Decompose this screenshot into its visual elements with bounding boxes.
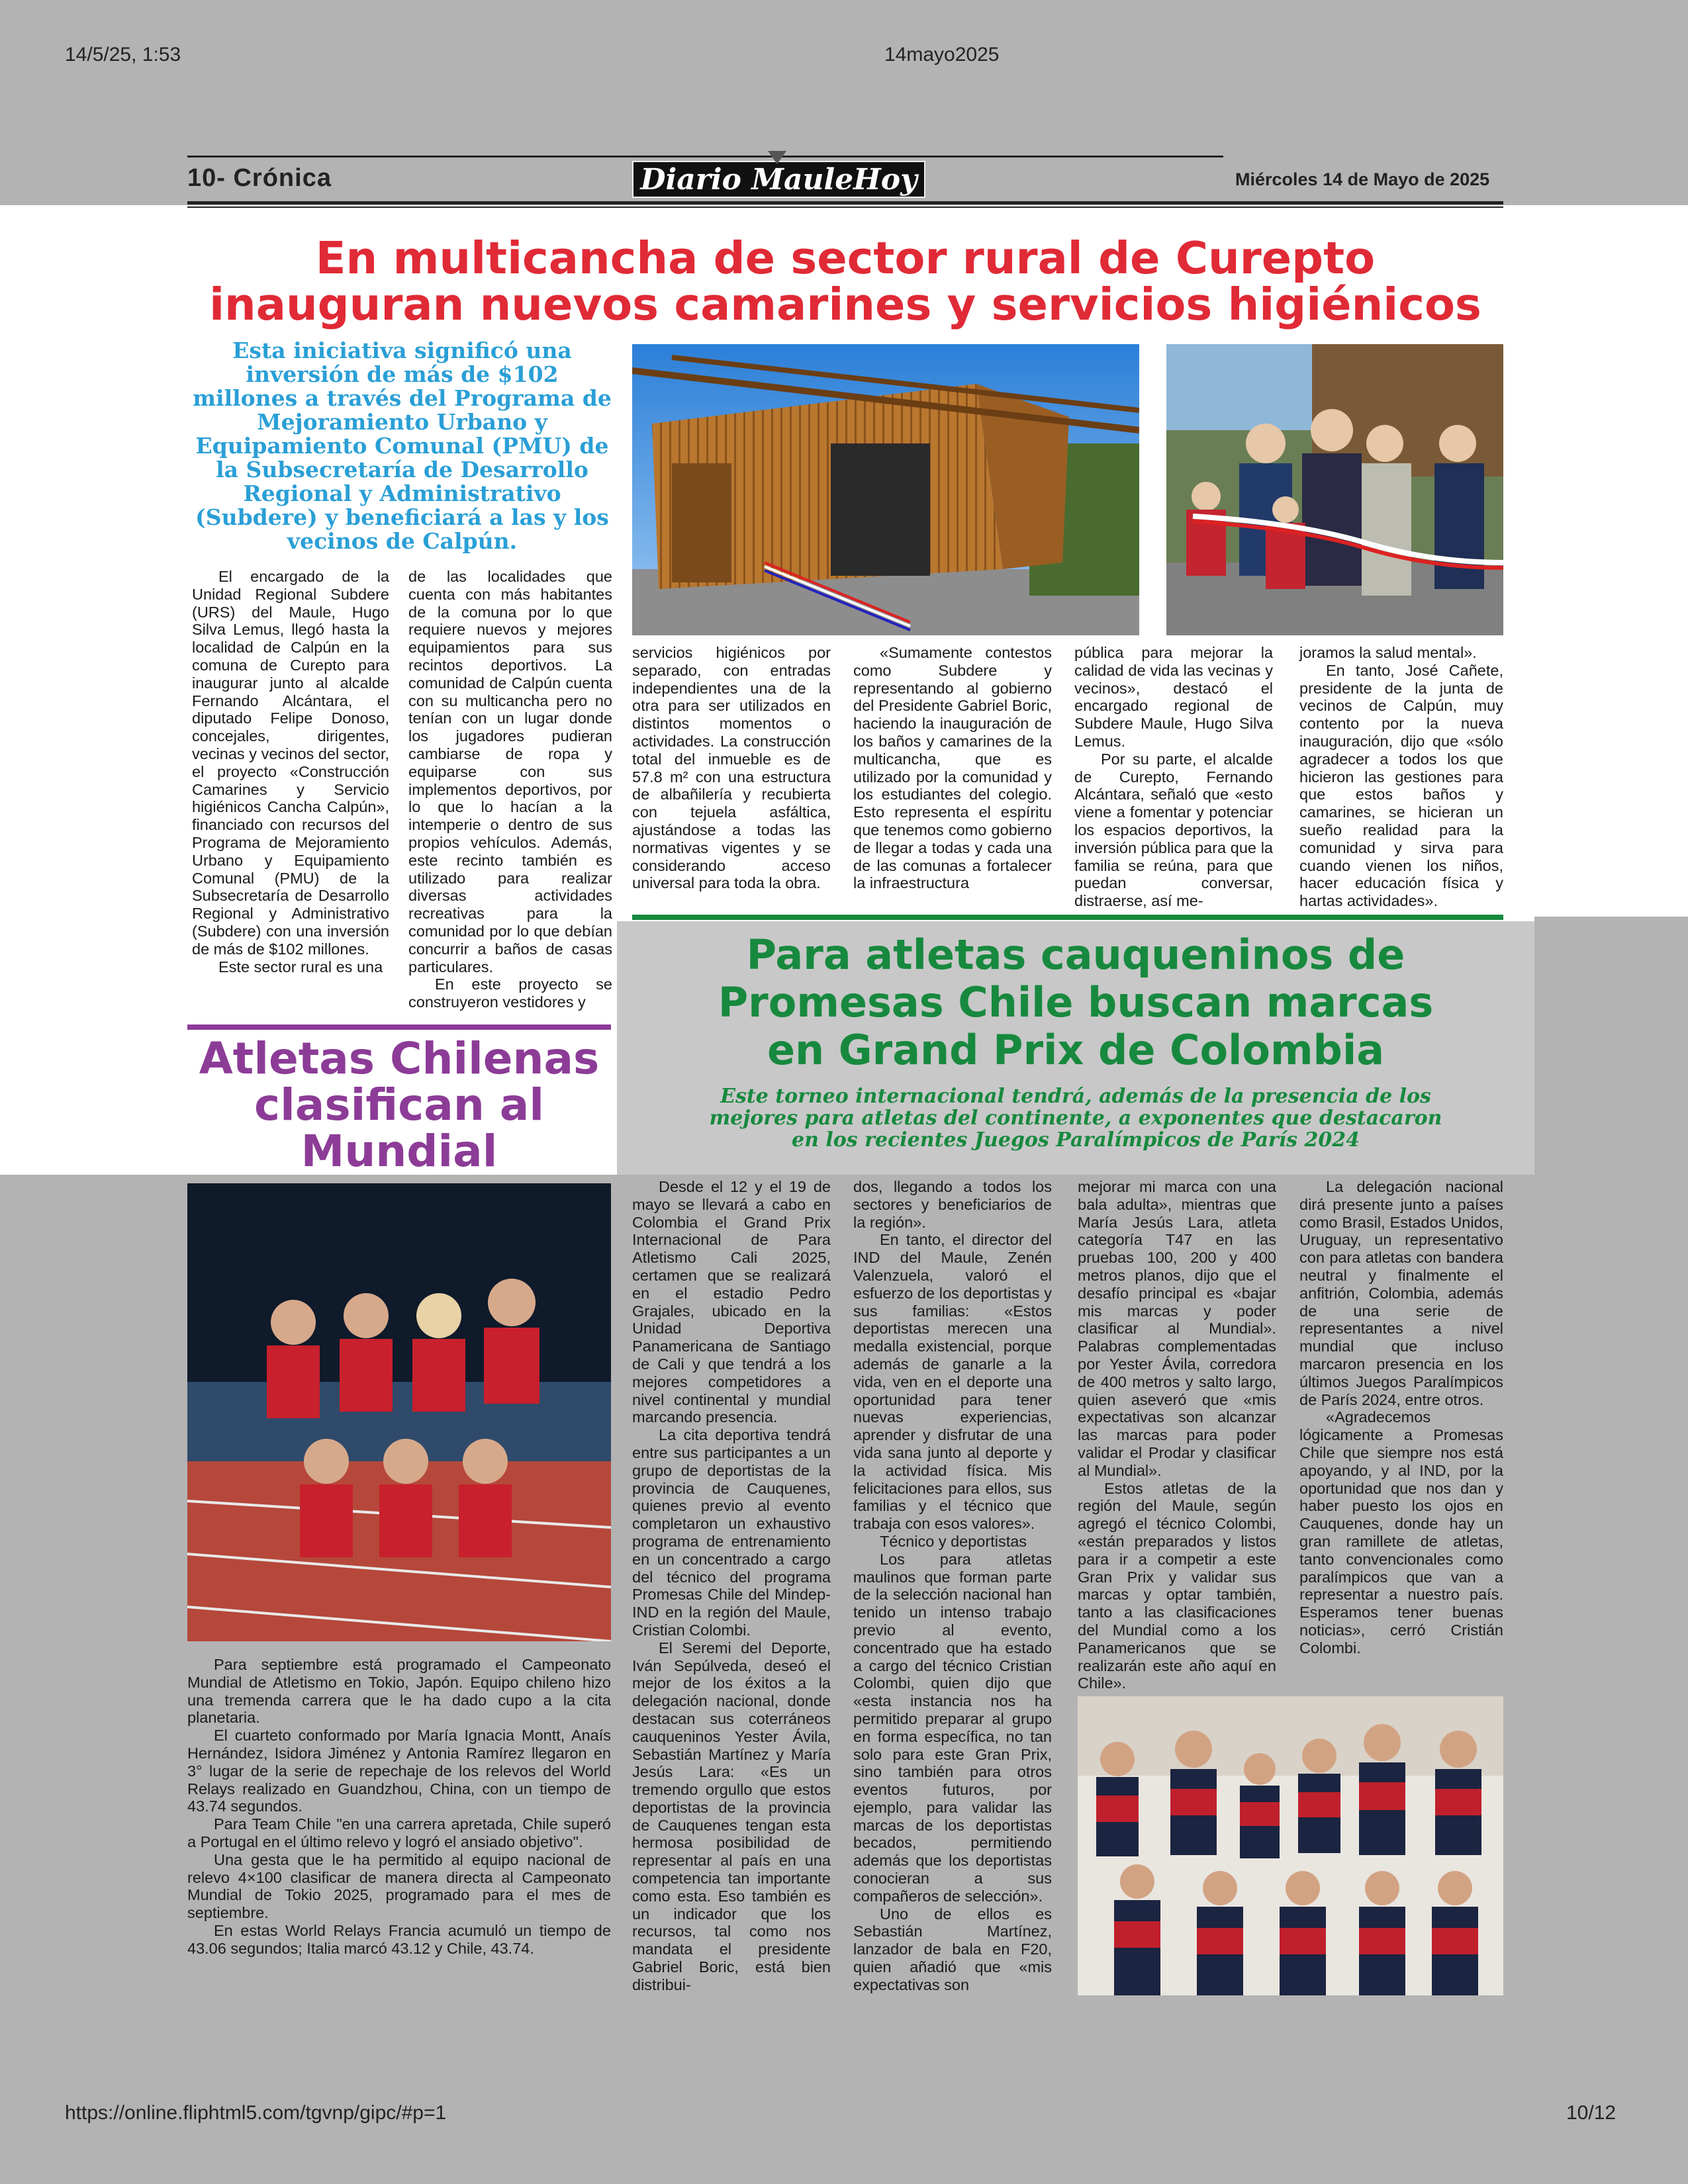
article1-headline-line1: En multicancha de sector rural de Curepto <box>315 232 1376 284</box>
section-label: 10- Crónica <box>187 164 332 192</box>
article1-headline <box>187 232 1503 330</box>
article1-col6-p1: joramos la salud mental». <box>1299 644 1477 661</box>
article3-headline <box>617 931 1534 1074</box>
article2-body-p3: Para Team Chile "en una carrera apretada, Chile superó a Portugal en el último relevo y logró el ansiado objetivo". <box>187 1815 611 1850</box>
article2-body-p1: Para septiembre está programado el Campeonato Mundial de Atletismo en Tokio, Japón. Equipo chileno hizo una tremenda carrera que le ha dado cupo a la cita planetaria. <box>187 1656 611 1727</box>
article3-col2-p4: Uno de ellos es Sebastián Martínez, lanzador de bala en F20, quien añadió que «mis expectativas son <box>853 1905 1052 1993</box>
article3-col3-p1: mejorar mi marca con una bala adulta», mientras que María Jesús Lara, atleta categoría T47 en las pruebas 100, 200 y 400 metros planos, dijo que el desafío principal es «bajar mis marcas y poder clasificar al Mundial». Palabras complementadas por Yester Ávila, corredora de 400 metros y salto largo, quien aseveró que «mis expectativas son alcanzar las marcas para poder validar el Prodar y clasificar al Mundial». <box>1078 1178 1276 1479</box>
newspaper-logo: Diario MauleHoy <box>632 161 925 198</box>
article3-col2-p3: Los para atletas maulinos que forman parte de la selección nacional han tenido un intenso trabajo previo al evento, concentrado que ha estado a cargo del técnico Cristian Colombi, quien dijo que «esta instancia nos ha permitido preparar al grupo en forma específica, no tan solo para este Gran Prix, sino también para otros eventos futuros, por ejemplo, para validar las marcas de los deportistas becados, permitiendo además que los deportistas conocieran a sus compañeros de selección». <box>853 1550 1052 1905</box>
article1-col6 <box>1299 644 1503 910</box>
article1-col6-p2: En tanto, José Cañete, presidente de la junta de vecinos de Calpún, muy contento por la nueva inauguración, dijo que «sólo agradecer a todos los que hicieron las gestiones para que estos baños y camarines, se hicieran un sueño realidad para la comunidad y sirva para cuando vienen los niños, hacer educación física y hartas actividades». <box>1299 661 1503 910</box>
article3-col1-p3: El Seremi del Deporte, Iván Sepúlveda, deseó el mejor de los éxitos a la delegación nacional, donde destacan sus coterráneos cauqueninos Yester Ávila, Sebastián Martínez y María Jesús Lara: «Es un tremendo orgullo que estos deportistas de la provincia de Cauquenes tengan esta hermosa posibilidad de representar al país en una competencia tan importante como esta. Eso también es un indicador que los recursos, tal como nos mandata el presidente Gabriel Boric, está bien distribui- <box>632 1639 831 1993</box>
article1-col2-p1: de las localidades que cuenta con más habitantes de la comuna por lo que requiere nuevos y mejores equipamientos para sus recintos deportivos. La comunidad de Calpún cuenta con su multicancha pero no tenían con un lugar donde los jugadores pudieran cambiarse de ropa y equiparse con sus implementos deportivos, por lo que lo hacían a la intemperie o dentro de sus propios vehículos. Además, este recinto también es utilizado para realizar diversas actividades recreativas para la comunidad por lo que debían concurrir a baños de casas particulares. <box>408 568 612 976</box>
article3-col2-subhead: Técnico y deportistas <box>880 1532 1027 1550</box>
article3-col4-p1: La delegación nacional dirá presente junto a países como Brasil, Estados Unidos, Uruguay, un representativo con para atletas con bandera neutral y finalmente el anfitrión, Colombia, además de una serie de representantes a nivel mundial que incluso marcaron presencia en los últimos Juegos Paralímpicos de París 2024, entre otros. <box>1299 1178 1503 1408</box>
article3-col1 <box>632 1178 831 1994</box>
masthead-top-rule <box>187 156 1223 158</box>
article1-col1 <box>192 568 389 976</box>
article3-lead-line3: en los recientes Juegos Paralímpicos de París 2024 <box>792 1128 1360 1152</box>
photo-relay-athletes <box>187 1183 611 1641</box>
article2-headline <box>187 1033 611 1177</box>
article2-body-p5: En estas World Relays Francia acumuló un tiempo de 43.06 segundos; Italia marcó 43.12 y Chile, 43.74. <box>187 1921 611 1957</box>
photo-promesas-team <box>1078 1696 1503 1995</box>
article1-col1-p1: El encargado de la Unidad Regional Subdere (URS) del Maule, Hugo Silva Lemus, llegó hasta la localidad de Calpún en la comuna de Curepto para inaugurar junto al alcalde Fernando Alcántara, el diputado Felipe Donoso, concejales, dirigentes, vecinas y vecinos del sector, el proyecto «Construcción Camarines y Servicio higiénicos Cancha Calpún», financiado con recursos del Programa de Mejoramiento Urbano y Equipamiento Comunal (PMU) de la Subsecretaría de Desarrollo Regional y Administrativo (Subdere) con una inversión de más de $102 millones. <box>192 568 389 958</box>
article1-col1-p2: Este sector rural es una <box>218 958 383 976</box>
print-doc-title: 14mayo2025 <box>884 44 1000 66</box>
article1-col2-p2: En este proyecto se construyeron vestidores y <box>408 976 612 1011</box>
article1-col3-p1: servicios higiénicos por separado, con entradas independientes una de la otra para ser utilizados en distintos momentos o actividades. La construcción total del inmueble es de 57.8 m² con una estructura de albañilería y recubierta con tejuela asfáltica, ajustándose a todas las normativas vigentes y se considerando acceso universal para toda la obra. <box>632 644 831 892</box>
article3-col3 <box>1078 1178 1276 1692</box>
masthead-bottom-rule <box>187 201 1503 205</box>
article1-col4 <box>853 644 1052 892</box>
article3-headline-line3: en Grand Prix de Colombia <box>767 1026 1385 1074</box>
article2-headline-line1: Atletas Chilenas <box>199 1033 600 1084</box>
photo-camarines-building <box>632 344 1139 635</box>
logo-arrow-icon <box>768 151 786 164</box>
article3-top-rule <box>632 915 1503 920</box>
issue-date: Miércoles 14 de Mayo de 2025 <box>1235 169 1490 189</box>
article3-lead-line2: mejores para atletas del continente, a exponentes que destacaron <box>709 1107 1442 1130</box>
article3-col4 <box>1299 1178 1503 1657</box>
article3-col2-p2: En tanto, el director del IND del Maule, Zenén Valenzuela, valoró el esfuerzo de los deportistas y sus familias: «Estos deportistas merecen una medalla existencial, porque además de ganarle a la vida, ven en el deporte una oportunidad para tener nuevas experiencias, aprender y disfrutar de una vida sana junto al deporte y la actividad física. Mis felicitaciones para ellos, sus familias y el técnico que trabaja con esos valores». <box>853 1231 1052 1533</box>
article3-col1-p1: Desde el 12 y el 19 de mayo se llevará a cabo en Colombia el Grand Prix Internacional de Para Atletismo Cali 2025, certamen que se realizará en el estadio Pedro Grajales, ubicado en la Unidad Deportiva Panamericana de Santiago de Cali y que tendrá a los mejores competidores a nivel continental y mundial marcando presencia. <box>632 1178 831 1426</box>
article2-headline-line2: clasifican al <box>254 1079 544 1130</box>
article3-col2 <box>853 1178 1052 1994</box>
article1-col4-p1: «Sumamente contestos como Subdere y representando al gobierno del Presidente Gabriel Boric, haciendo la inauguración de los baños y camarines de la multicancha, que es utilizado por la comunidad y los estudiantes del colegio. Esto representa el espíritu que tenemos como gobierno de llegar a todas y cada una de las comunas a fortalecer la infraestructura <box>853 644 1052 892</box>
article2-body <box>187 1656 611 1958</box>
article2-top-rule <box>187 1024 611 1030</box>
article3-headline-line1: Para atletas cauqueninos de <box>746 931 1405 979</box>
article1-headline-line2: inauguran nuevos camarines y servicios higiénicos <box>209 279 1481 330</box>
print-page-counter: 10/12 <box>1566 2102 1617 2124</box>
article3-col3-p2: Estos atletas de la región del Maule, según agregó el técnico Colombi, «están preparados y listos para ir a competir a este Gran Prix y validar sus marcas y optar también, tanto a las clasificaciones del Mundial como a los Panamericanos que se realizarán este año aquí en Chile». <box>1078 1479 1276 1692</box>
article3-col4-p2: «Agradecemos lógicamente a Promesas Chile que siempre nos está apoyando, y al IND, por la oportunidad que nos dan y haber puesto los ojos en Cauquenes, donde hay un gran ramillete de atletas, tanto convencionales como paralímpicos que van a representar a nuestro país. Esperamos tener buenas noticias», cerró Cristián Colombi. <box>1299 1408 1503 1657</box>
article3-headline-line2: Promesas Chile buscan marcas <box>718 978 1434 1026</box>
photo-ribbon-cutting <box>1166 344 1503 635</box>
article1-col5 <box>1074 644 1273 910</box>
print-url-link[interactable]: https://online.fliphtml5.com/tgvnp/gipc/#p=1 <box>65 2102 447 2124</box>
print-datetime: 14/5/25, 1:53 <box>65 44 181 66</box>
article1-col2 <box>408 568 612 1011</box>
article1-col5-p1: pública para mejorar la calidad de vida las vecinas y vecinos», destacó el encargado regional de Subdere Maule, Hugo Silva Lemus. <box>1074 644 1273 750</box>
article1-col5-p2: Por su parte, el alcalde de Curepto, Fernando Alcántara, señaló que «esto viene a fomentar y potenciar los espacios deportivos, la inversión pública para que la familia se reúna, para que puedan conversar, distraerse, así me- <box>1074 750 1273 910</box>
article2-body-p2: El cuarteto conformado por María Ignacia Montt, Anaís Hernández, Isidora Jiménez y Antonia Ramírez llegaron en 3° lugar de la serie de repechaje de los relevos del World Relays realizado en Guandzhou, China, con un tiempo de 43.74 segundos. <box>187 1727 611 1815</box>
article3-col2-p1: dos, llegando a todos los sectores y beneficiarios de la región». <box>853 1178 1052 1231</box>
article3-lead <box>617 1085 1534 1151</box>
article3-lead-line1: Este torneo internacional tendrá, además de la presencia de los <box>720 1085 1431 1108</box>
article1-lead: Esta iniciativa significó una inversión de más de $102 millones a través del Programa de Mejoramiento Urbano y Equipamiento Comunal (PMU) de la Subsecretaría de Desarrollo Regional y Administrativo (Subdere) y beneficiará a las y los vecinos de Calpún. <box>193 338 612 554</box>
page-gray-mid-right <box>1534 917 1688 1175</box>
article3-col1-p2: La cita deportiva tendrá entre sus participantes a un grupo de deportistas de la provincia de Cauquenes, quienes previo al evento completaron un exhaustivo programa de entrenamiento en un concentrado a cargo del técnico del programa Promesas Chile del Mindep-IND en la región del Maule, Cristian Colombi. <box>632 1426 831 1639</box>
article2-headline-line3: Mundial <box>301 1126 498 1177</box>
masthead-bottom-rule-thin <box>187 206 1503 208</box>
article2-body-p4: Una gesta que le ha permitido al equipo nacional de relevo 4×100 clasificar de manera directa al Campeonato Mundial de Tokio 2025, programado para el mes de septiembre. <box>187 1850 611 1922</box>
article1-col3 <box>632 644 831 892</box>
